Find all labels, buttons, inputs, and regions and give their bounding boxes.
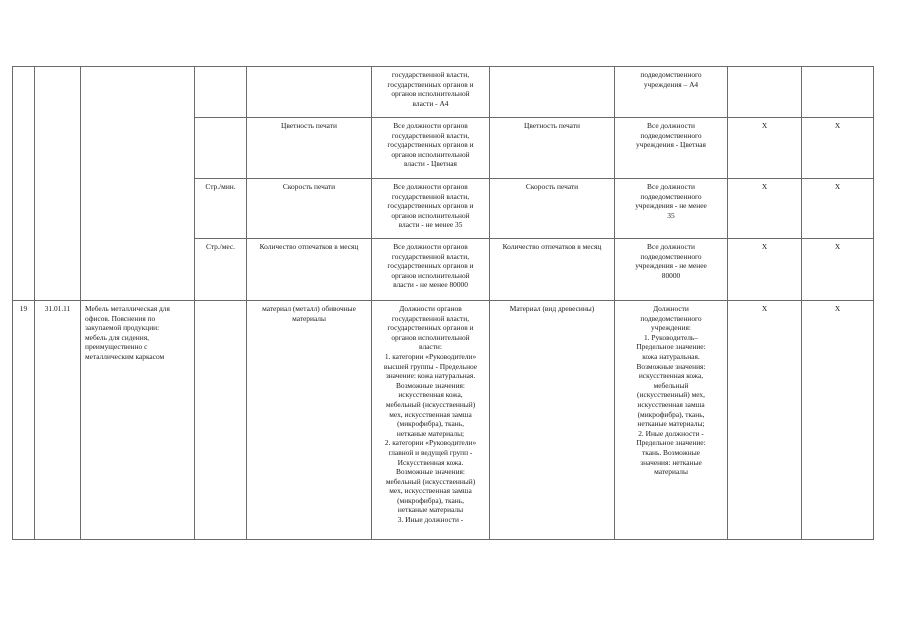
cell-x: X: [802, 118, 874, 179]
cell-name: Мебель металлическая для офисов. Пояснения по закупаемой продукции: мебель для сидения, преимущественно с металлическим каркасом: [81, 301, 195, 540]
requirements-table: [12, 66, 874, 540]
table-row: [13, 67, 874, 118]
cell-characteristic-sub: [490, 67, 615, 118]
cell-name: [81, 67, 195, 301]
cell-characteristic: [247, 67, 372, 118]
cell-x: X: [728, 239, 802, 301]
cell-value-sub: Все должности подведомственного учреждения - не менее 35: [615, 179, 728, 239]
cell-unit: Стр./мес.: [195, 239, 247, 301]
cell-value-sub: Должности подведомственного учреждения: 1. Руководитель– Предельное значение: кожа натуральная. Возможные значения: искусственная кожа, мебельный (искусственный) мех, искусственная замша (микрофибра), ткань, нетканые материалы; 2. Иные должности - Предельное значение: ткань. Возможные значения: нетканые материалы: [615, 301, 728, 540]
cell-unit: [195, 118, 247, 179]
cell-value: Все должности органов государственной власти, государственных органов и органов исполнительной власти - не менее 80000: [372, 239, 490, 301]
cell-characteristic: Количество отпечатков в месяц: [247, 239, 372, 301]
cell-value-sub: подведомственного учреждения – А4: [615, 67, 728, 118]
table-row: [13, 301, 874, 540]
cell-x: X: [728, 301, 802, 540]
cell-x: X: [728, 179, 802, 239]
cell-characteristic: Скорость печати: [247, 179, 372, 239]
cell-unit: Стр./мин.: [195, 179, 247, 239]
cell-characteristic-sub: Цветность печати: [490, 118, 615, 179]
cell-characteristic: материал (металл) обивочные материалы: [247, 301, 372, 540]
cell-number: 19: [13, 301, 35, 540]
cell-characteristic-sub: Скорость печати: [490, 179, 615, 239]
cell-code: 31.01.11: [35, 301, 81, 540]
cell-x: [728, 67, 802, 118]
cell-value: государственной власти, государственных органов и органов исполнительной власти - А4: [372, 67, 490, 118]
cell-value: Должности органов государственной власти, государственных органов и органов исполнительной власти: 1. категории «Руководители» высшей группы - Предельное значение: кожа натуральная. Возможные значения: искусственная кожа, мебельный (искусственный) мех, искусственная замша (микрофибра), ткань, нетканые материалы; 2. категории «Руководители» главной и ведущей групп - Искусственная кожа. Возможные значения: мебельный (искусственный) мех, искусственная замша (микрофибра), ткань, нетканые материалы 3. Иные должности -: [372, 301, 490, 540]
cell-unit: [195, 67, 247, 118]
cell-x: X: [802, 301, 874, 540]
cell-x: X: [728, 118, 802, 179]
cell-characteristic: Цветность печати: [247, 118, 372, 179]
cell-characteristic-sub: Количество отпечатков в месяц: [490, 239, 615, 301]
cell-number: [13, 67, 35, 301]
cell-value: Все должности органов государственной власти, государственных органов и органов исполнительной власти - не менее 35: [372, 179, 490, 239]
cell-unit: [195, 301, 247, 540]
cell-x: X: [802, 179, 874, 239]
cell-value-sub: Все должности подведомственного учреждения - Цветная: [615, 118, 728, 179]
cell-x: X: [802, 239, 874, 301]
cell-x: [802, 67, 874, 118]
cell-value: Все должности органов государственной власти, государственных органов и органов исполнительной власти - Цветная: [372, 118, 490, 179]
cell-value-sub: Все должности подведомственного учреждения - не менее 80000: [615, 239, 728, 301]
cell-code: [35, 67, 81, 301]
cell-characteristic-sub: Материал (вид древесины): [490, 301, 615, 540]
